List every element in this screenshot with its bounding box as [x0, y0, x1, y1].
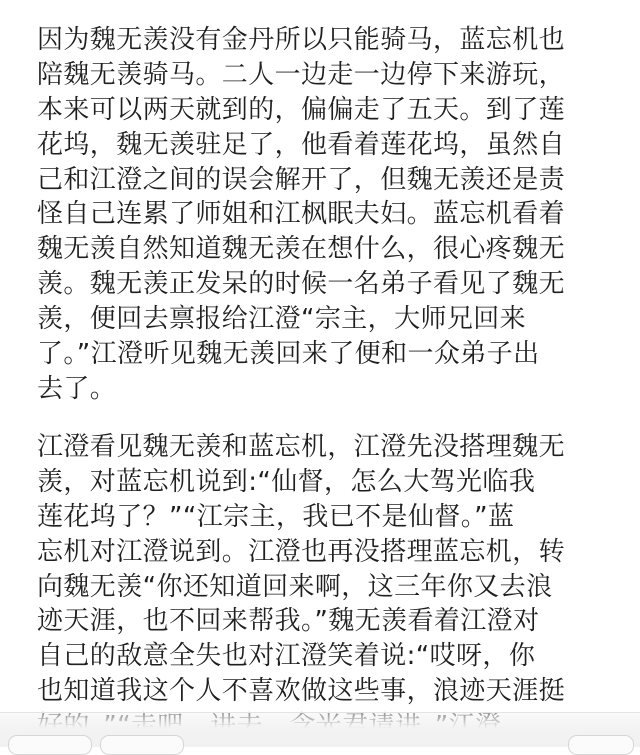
text-line: 魏无羡自然知道魏无羡在想什么，很心疼魏无	[37, 234, 566, 265]
text-line: 迹天涯，也不回来帮我。”魏无羡看着江澄对	[37, 606, 540, 637]
text-line: 羡。魏无羡正发呆的时候一名弟子看见了魏无	[37, 269, 566, 300]
text-line: 莲花坞了？”“江宗主，我已不是仙督。”蓝	[37, 501, 515, 532]
text-line: 己和江澄之间的误会解开了，但魏无羡还是责	[37, 164, 566, 195]
text-line: 陪魏无羡骑马。二人一边走一边停下来游玩，	[37, 59, 566, 90]
text-line: 向魏无羡“你还知道回来啊，这三年你又去浪	[37, 571, 553, 602]
toolbar-button-left[interactable]	[8, 735, 92, 755]
text-line: 忘机对江澄说到。江澄也再没搭理蓝忘机，转	[37, 536, 566, 567]
toolbar-button-middle[interactable]	[100, 735, 184, 755]
text-line: 也知道我这个人不喜欢做这些事，浪迹天涯挺	[37, 676, 566, 707]
paragraph-1	[37, 23, 617, 407]
text-line: 怪自己连累了师姐和江枫眠夫妇。蓝忘机看着	[37, 199, 566, 230]
text-line: 本来可以两天就到的，偏偏走了五天。到了莲	[37, 94, 566, 125]
paragraph-2	[37, 430, 617, 744]
toolbar-button-right[interactable]	[568, 735, 634, 755]
text-line: 去了。	[37, 373, 117, 404]
text-line: 因为魏无羡没有金丹所以只能骑马，蓝忘机也	[37, 25, 566, 55]
text-line: 花坞，魏无羡驻足了，他看着莲花坞，虽然自	[37, 129, 566, 160]
text-line: 羡，对蓝忘机说到:“仙督，怎么大驾光临我	[37, 466, 536, 497]
bottom-toolbar	[0, 712, 640, 747]
text-line: 江澄看见魏无羡和蓝忘机，江澄先没搭理魏无	[37, 432, 566, 462]
text-line: 自己的敌意全失也对江澄笑着说:“哎呀，你	[37, 641, 536, 672]
text-line: 羡，便回去禀报给江澄“宗主，大师兄回来	[37, 304, 527, 335]
text-line: 了。”江澄听见魏无羡回来了便和一众弟子出	[37, 339, 540, 370]
